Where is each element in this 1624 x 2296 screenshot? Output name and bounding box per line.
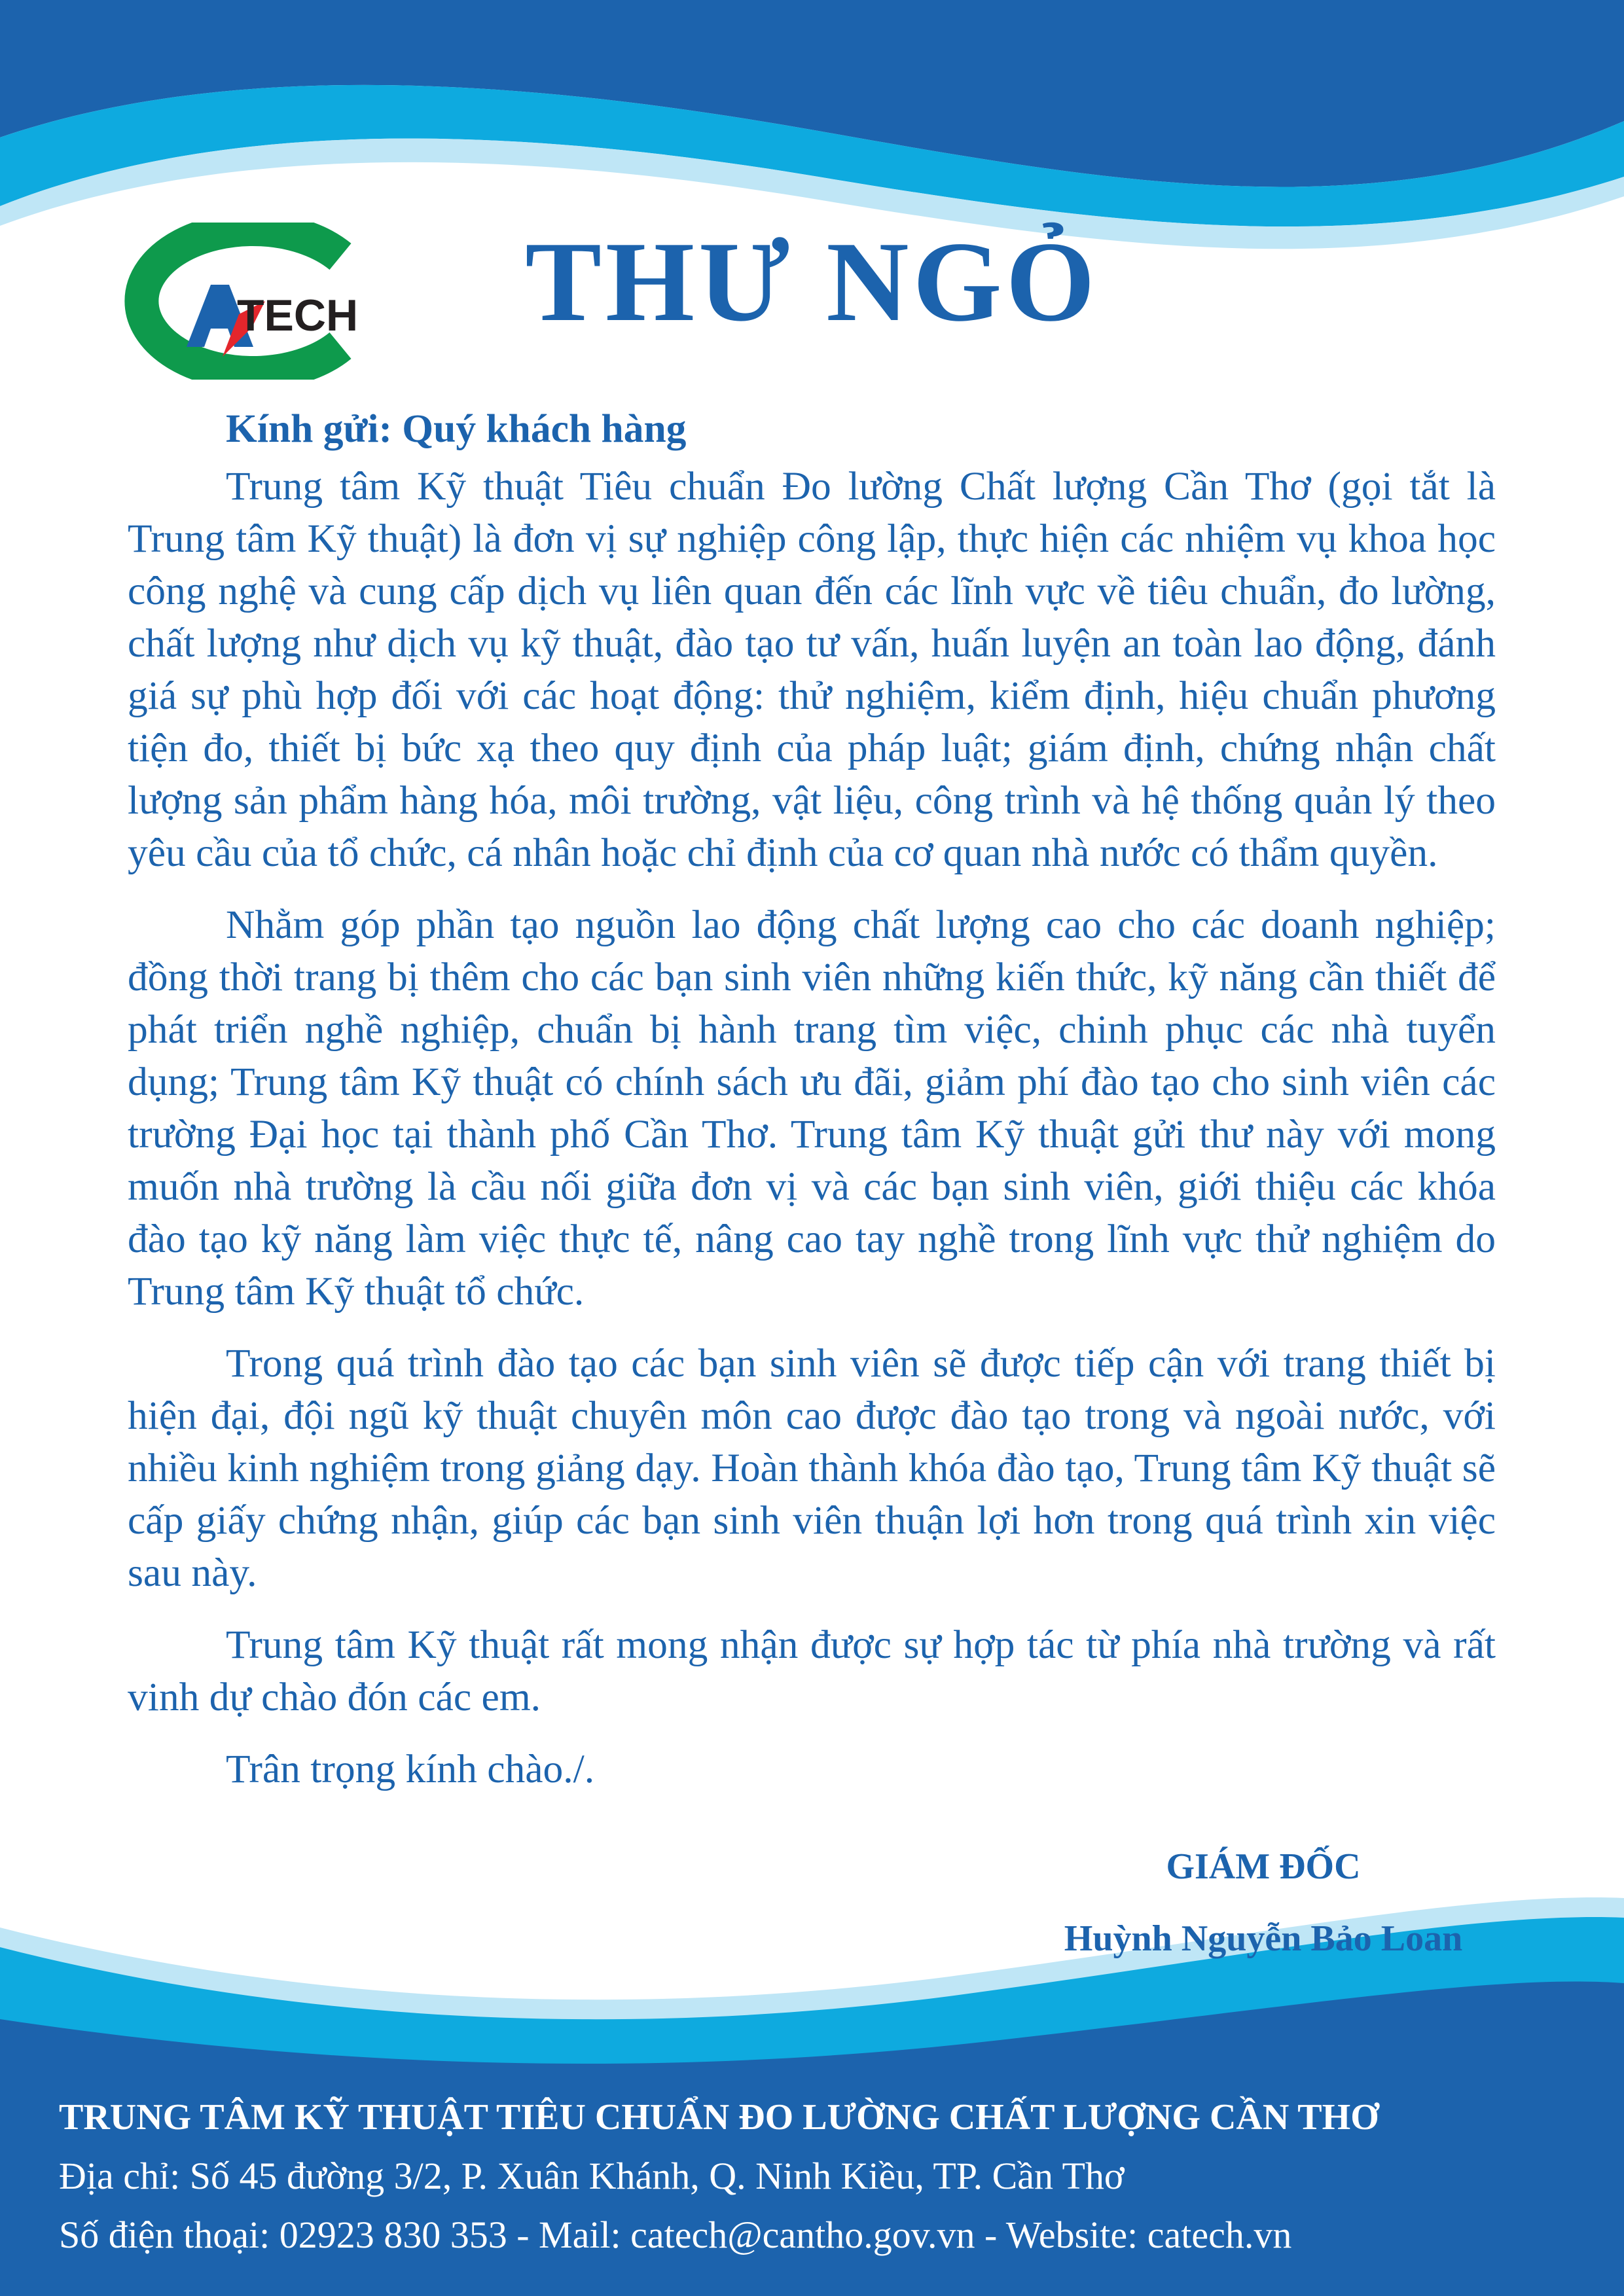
footer-contact: Số điện thoại: 02923 830 353 - Mail: catech@cantho.gov.vn - Website: catech.vn [59, 2214, 1292, 2256]
footer-org-name: TRUNG TÂM KỸ THUẬT TIÊU CHUẨN ĐO LƯỜNG CHẤT LƯỢNG CẦN THƠ [59, 2097, 1379, 2138]
letter-paragraph: Trung tâm Kỹ thuật rất mong nhận được sự hợp tác từ phía nhà trường và rất vinh dự chào đón các em. [128, 1623, 1496, 1719]
logo-text: TECH [237, 291, 359, 340]
signature-title: GIÁM ĐỐC [1166, 1846, 1361, 1887]
page-title: THƯ NGỎ [525, 218, 1099, 345]
signature-name: Huỳnh Nguyễn Bảo Loan [1064, 1918, 1463, 1959]
salutation: Kính gửi: Quý khách hàng [226, 406, 687, 451]
letter-body [128, 403, 1496, 1795]
footer [59, 2088, 1591, 2265]
letter-paragraph: Trung tâm Kỹ thuật Tiêu chuẩn Đo lường Chất lượng Cần Thơ (gọi tắt là Trung tâm Kỹ thuật) là đơn vị sự nghiệp công lập, thực hiện các nhiệm vụ khoa học công nghệ và cung cấp dịch vụ liên quan đến các lĩnh vực về tiêu chuẩn, đo lường, chất lượng như dịch vụ kỹ thuật, đào tạo tư vấn, huấn luyện an toàn lao động, đánh giá sự phù hợp đối với các hoạt động: thử nghiệm, kiểm định, hiệu chuẩn phương tiện đo, thiết bị bức xạ theo quy định của pháp luật; giám định, chứng nhận chất lượng sản phẩm hàng hóa, môi trường, vật liệu, công trình và hệ thống quản lý theo yêu cầu của tổ chức, cá nhân hoặc chỉ định của cơ quan nhà nước có thẩm quyền. [128, 464, 1496, 875]
letter-paragraph: Nhằm góp phần tạo nguồn lao động chất lượng cao cho các doanh nghiệp; đồng thời trang bị thêm cho các bạn sinh viên những kiến thức, kỹ năng cần thiết để phát triển nghề nghiệp, chuẩn bị hành trang tìm việc, chinh phục các nhà tuyển dụng; Trung tâm Kỹ thuật có chính sách ưu đãi, giảm phí đào tạo cho sinh viên các trường Đại học tại thành phố Cần Thơ. Trung tâm Kỹ thuật gửi thư này với mong muốn nhà trường là cầu nối giữa đơn vị và các bạn sinh viên, giới thiệu các khóa đào tạo kỹ năng làm việc thực tế, nâng cao tay nghề trong lĩnh vực thử nghiệm do Trung tâm Kỹ thuật tổ chức. [128, 903, 1496, 1314]
letter-paragraph: Trong quá trình đào tạo các bạn sinh viên sẽ được tiếp cận với trang thiết bị hiện đại, đội ngũ kỹ thuật chuyên môn cao được đào tạo trong và ngoài nước, với nhiều kinh nghiệm trong giảng dạy. Hoàn thành khóa đào tạo, Trung tâm Kỹ thuật sẽ cấp giấy chứng nhận, giúp các bạn sinh viên thuận lợi hơn trong quá trình xin việc sau này. [128, 1341, 1496, 1595]
footer-address: Địa chỉ: Số 45 đường 3/2, P. Xuân Khánh, Q. Ninh Kiều, TP. Cần Thơ [59, 2155, 1125, 2197]
closing-line: Trân trọng kính chào./. [226, 1747, 595, 1791]
